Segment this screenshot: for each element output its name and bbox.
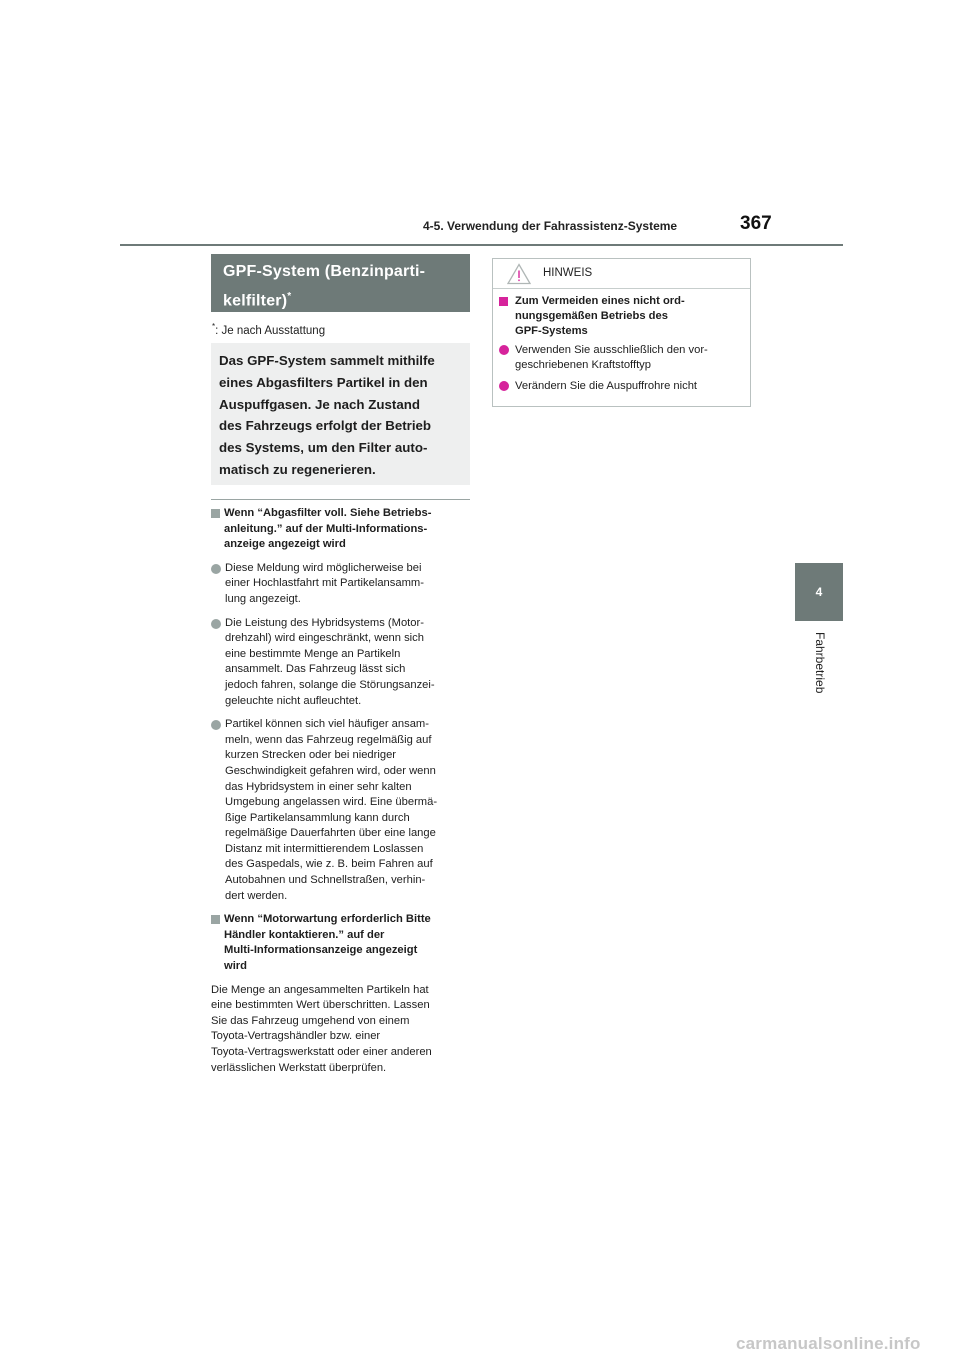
paragraph-line: Die Menge an angesammelten Partikeln hat <box>211 983 429 996</box>
notice-bullet-line: Verwenden Sie ausschließlich den vor- <box>515 344 708 357</box>
notice-subheading-line: GPF-Systems <box>515 324 588 337</box>
notice-bullet <box>499 379 744 394</box>
page-number: 367 <box>740 213 772 234</box>
notice-box <box>492 258 751 407</box>
bullet-line: einer Hochlastfahrt mit Partikelansamm- <box>225 577 424 590</box>
round-bullet-icon <box>211 720 221 730</box>
notice-bullet-line: geschriebenen Kraftstofftyp <box>515 359 651 372</box>
footnote-text: : Je nach Ausstattung <box>215 324 326 337</box>
paragraph-line: Toyota-Vertragswerkstatt oder einer anderen <box>211 1046 432 1058</box>
chapter-tab[interactable]: 4 <box>795 563 843 621</box>
subheading-line: Wenn “Motorwartung erforderlich Bitte <box>224 913 431 926</box>
intro-line: matisch zu regenerieren. <box>219 461 376 477</box>
bullet-line: Umgebung angelassen wird. Eine übermä- <box>225 796 438 809</box>
subheading-line: Multi-Informationsanzeige angezeigt <box>224 944 418 957</box>
intro-line: des Systems, um den Filter auto- <box>219 440 428 456</box>
section-heading-line-2-text: kelfilter) <box>223 292 288 310</box>
section-heading-footnote-marker: * <box>287 291 292 302</box>
header-divider <box>120 244 843 246</box>
section-heading-line-1: GPF-System (Benzinparti- <box>223 263 426 280</box>
intro-line: eines Abgasfilters Partikel in den <box>219 374 428 390</box>
bullet-line: Die Leistung des Hybridsystems (Motor- <box>225 616 424 629</box>
subheading-filter-full <box>211 506 470 553</box>
round-bullet-icon <box>211 564 221 574</box>
round-bullet-icon <box>499 381 509 391</box>
round-bullet-icon <box>211 619 221 629</box>
footnote <box>212 322 325 337</box>
bullet-line: dert werden. <box>225 889 288 902</box>
body-paragraph <box>211 983 470 1077</box>
square-bullet-icon <box>499 297 508 306</box>
section-heading-line-2 <box>223 284 458 313</box>
bullet-line: das Hybridsystem in einer sehr kalten <box>225 780 412 793</box>
notice-title: HINWEIS <box>543 267 593 279</box>
notice-body <box>493 289 750 394</box>
chapter-label: Fahrbetrieb <box>813 632 827 694</box>
bullet-line: jedoch fahren, solange die Störungsanzei- <box>225 678 435 691</box>
bullet-line: Partikel können sich viel häufiger ansam- <box>225 718 429 731</box>
paragraph-line: Sie das Fahrzeug umgehend von einem <box>211 1014 410 1027</box>
bullet-item <box>211 616 470 710</box>
bullet-line: Distanz mit intermittierendem Loslassen <box>225 842 424 855</box>
subheading-line: Wenn “Abgasfilter voll. Siehe Betriebs- <box>224 507 432 519</box>
bullet-line: regelmäßige Dauerfahrten über eine lange <box>225 827 436 840</box>
watermark: carmanualsonline.info <box>736 1334 921 1353</box>
bullet-line: Diese Meldung wird möglicherweise bei <box>225 561 422 574</box>
intro-line: des Fahrzeugs erfolgt der Betrieb <box>219 418 432 434</box>
bullet-line: ansammelt. Das Fahrzeug lässt sich <box>225 663 406 676</box>
bullet-line: lung angezeigt. <box>225 592 301 605</box>
paragraph-line: verlässlichen Werkstatt überprüfen. <box>211 1061 387 1074</box>
bullet-line: kurzen Strecken oder bei niedriger <box>225 749 397 762</box>
intro-summary-box <box>211 343 470 485</box>
paragraph-line: Toyota-Vertragshändler bzw. einer <box>211 1030 381 1043</box>
intro-line: Das GPF-System sammelt mithilfe <box>219 353 435 368</box>
bullet-line: ßige Partikelansammlung kann durch <box>225 811 410 824</box>
notice-subheading-line: Zum Vermeiden eines nicht ord- <box>515 295 685 307</box>
bullet-item <box>211 717 470 904</box>
footnote-marker: * <box>212 322 216 331</box>
subheading-line: wird <box>224 960 247 973</box>
bullet-line: geleuchte nicht aufleuchtet. <box>225 694 362 707</box>
bullet-line: Autobahnen und Schnellstraßen, verhin- <box>225 874 426 887</box>
notice-bullet-line: Verändern Sie die Auspuffrohre nicht <box>515 379 698 392</box>
warning-triangle-icon <box>507 263 531 285</box>
bullet-line: drehzahl) wird eingeschränkt, wenn sich <box>225 632 424 645</box>
subheading-engine-maintenance <box>211 912 470 974</box>
notice-header <box>493 259 750 289</box>
square-bullet-icon <box>211 915 220 924</box>
bullet-line: meln, wenn das Fahrzeug regelmäßig auf <box>225 733 432 746</box>
notice-subheading-line: nungsgemäßen Betriebs des <box>515 309 668 322</box>
bullet-line: eine bestimmte Menge an Partikeln <box>225 647 401 660</box>
square-bullet-icon <box>211 509 220 518</box>
main-content-column <box>211 499 470 1076</box>
subheading-line: anleitung.” auf der Multi-Informations- <box>224 522 428 535</box>
round-bullet-icon <box>499 345 509 355</box>
notice-bullet <box>499 343 744 373</box>
bullet-item <box>211 561 470 608</box>
bullet-line: Geschwindigkeit gefahren wird, oder wenn <box>225 764 436 777</box>
section-heading <box>211 254 470 312</box>
subheading-line: Händler kontaktieren.” auf der <box>224 928 385 941</box>
bullet-line: des Gaspedals, wie z. B. beim Fahren auf <box>225 858 433 871</box>
intro-line: Auspuffgasen. Je nach Zustand <box>219 396 420 412</box>
paragraph-line: eine bestimmten Wert überschritten. Lassen <box>211 999 430 1012</box>
running-header-title: 4-5. Verwendung der Fahrassistenz-Systeme <box>423 219 678 233</box>
notice-subheading <box>499 294 744 338</box>
subheading-line: anzeige angezeigt wird <box>224 538 346 551</box>
